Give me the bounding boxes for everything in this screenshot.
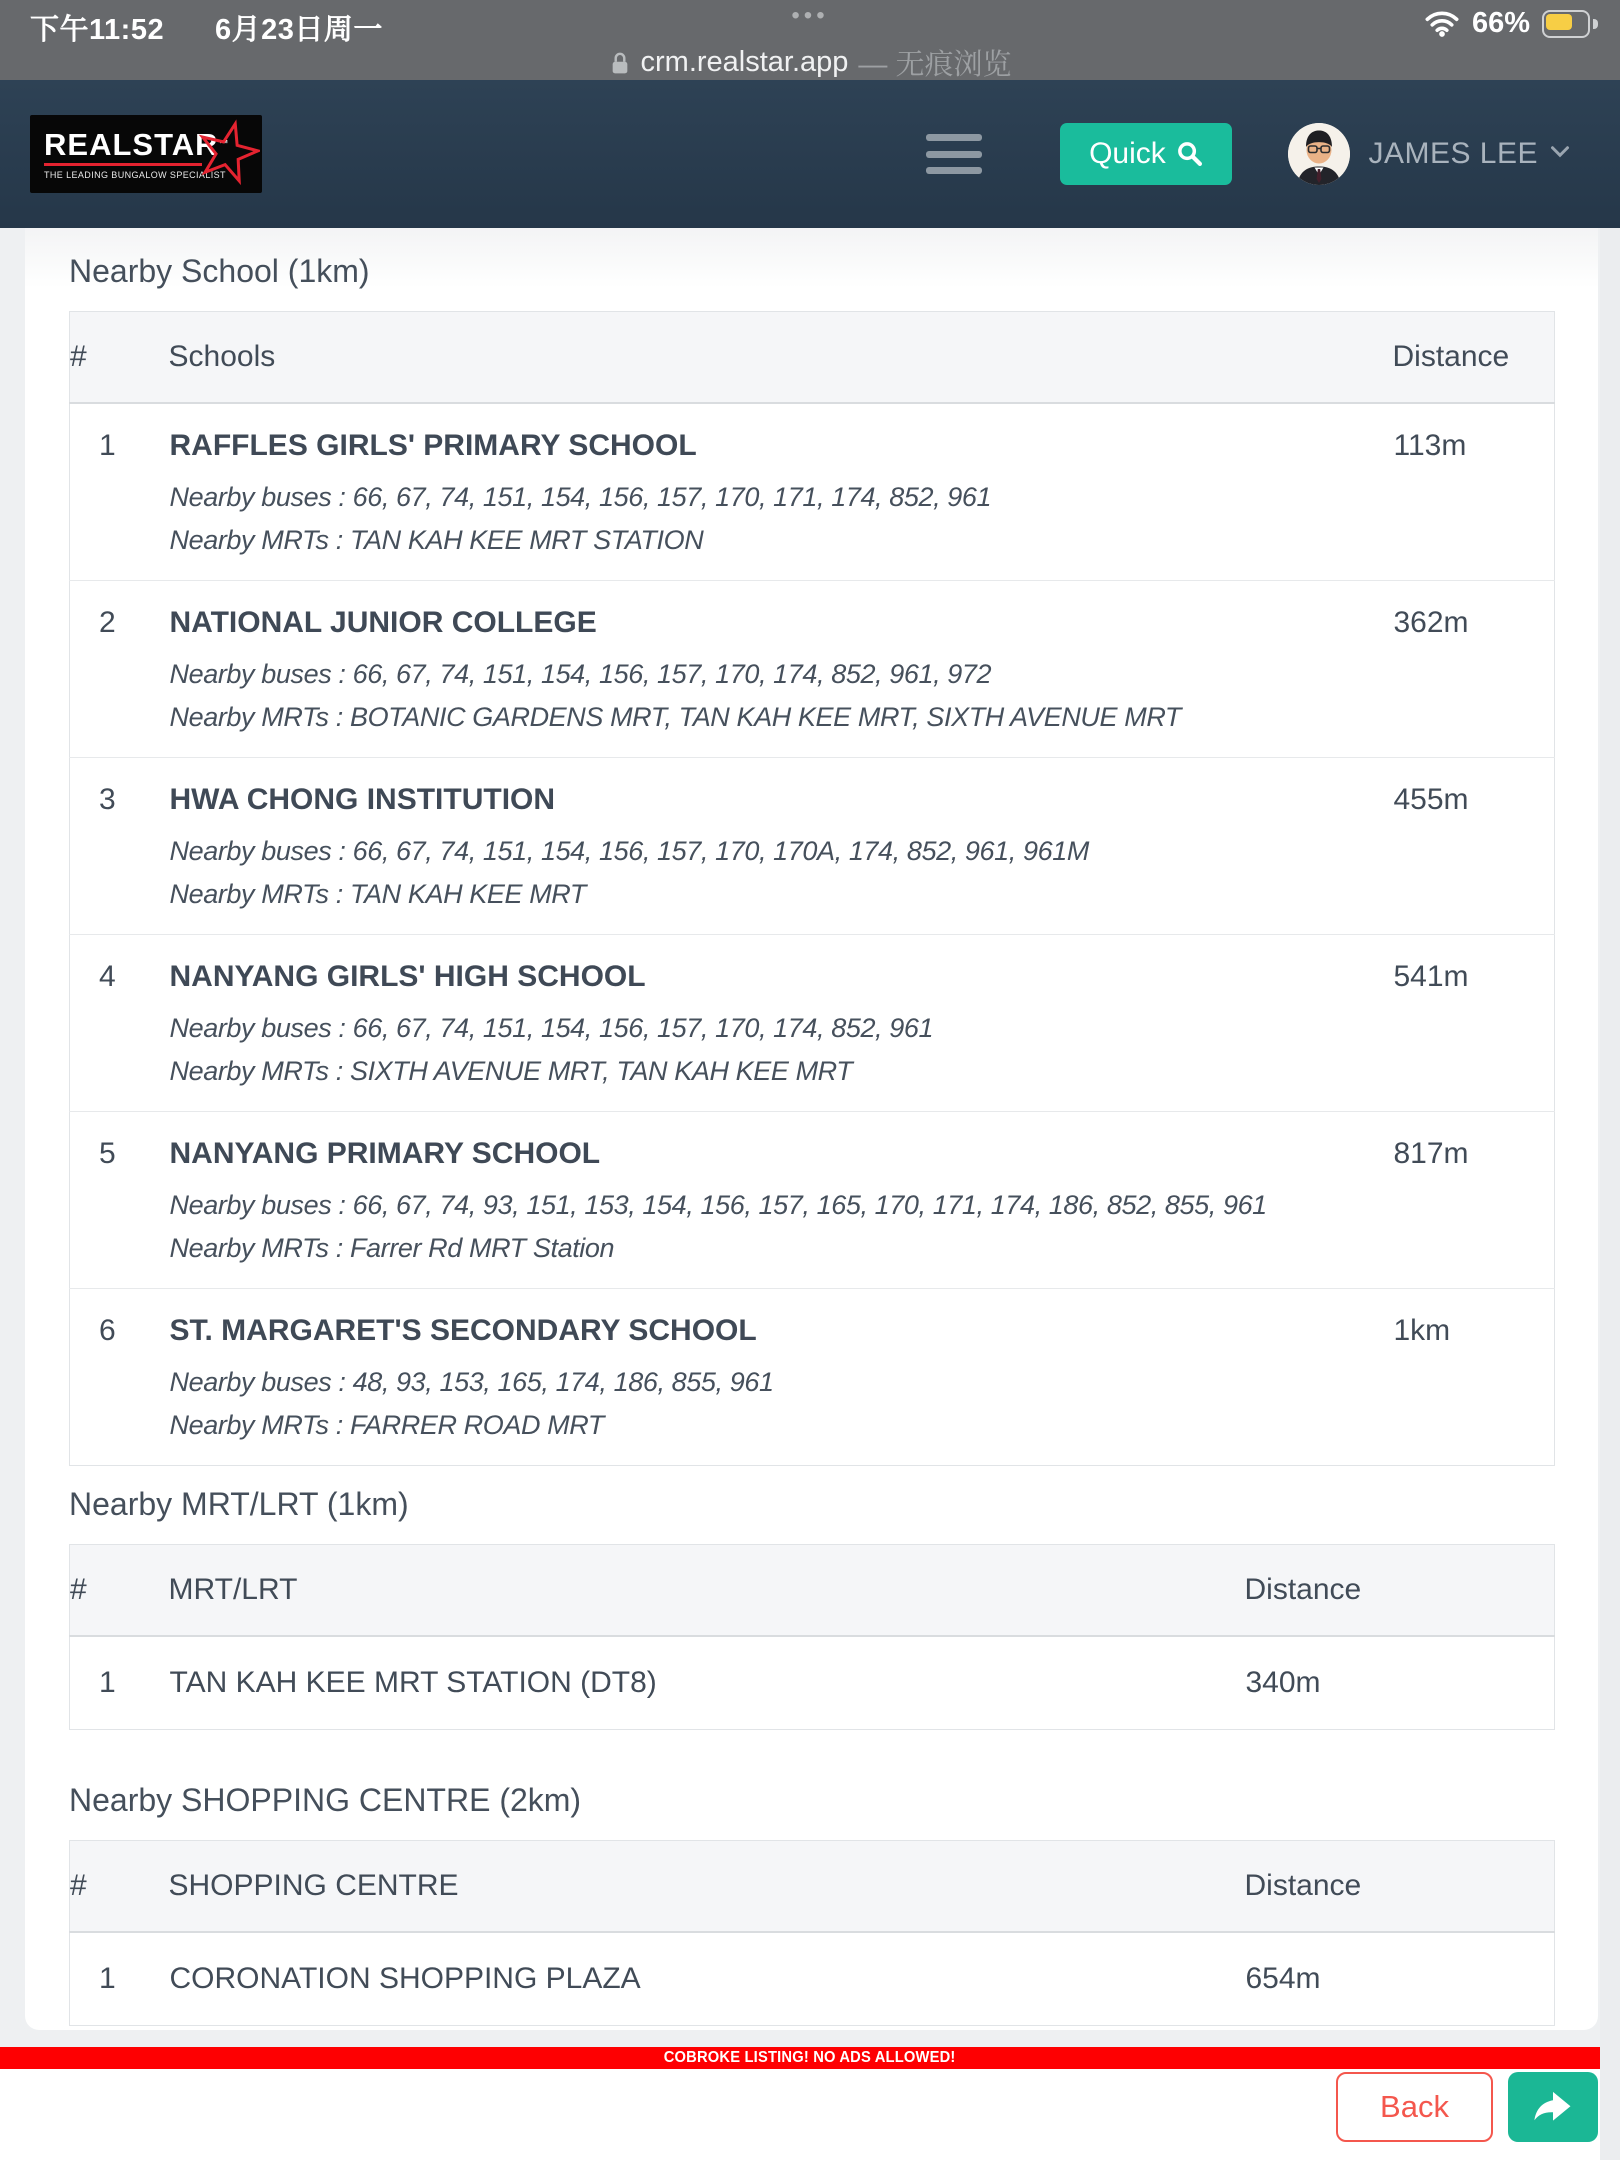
col-header-distance: Distance: [1245, 1545, 1555, 1637]
school-name: NATIONAL JUNIOR COLLEGE: [169, 606, 597, 639]
schools-header-row: [70, 312, 1555, 404]
table-row: [70, 403, 1555, 581]
hamburger-icon[interactable]: [926, 134, 982, 174]
col-header-distance: Distance: [1393, 312, 1555, 404]
school-buses: Nearby buses : 66, 67, 74, 93, 151, 153, 154, 156, 157, 165, 170, 171, 174, 186, 852, 855, 961: [169, 1190, 1267, 1220]
col-header-schools: Schools: [169, 312, 1393, 404]
logo-brand-text: REALSTAR™: [44, 127, 230, 162]
school-name: RAFFLES GIRLS' PRIMARY SCHOOL: [169, 429, 697, 462]
logo-tagline: THE LEADING BUNGALOW SPECIALIST: [44, 170, 226, 180]
school-buses: Nearby buses : 66, 67, 74, 151, 154, 156, 157, 170, 170A, 174, 852, 961, 961M: [169, 836, 1089, 866]
school-mrts: Nearby MRTs : FARRER ROAD MRT: [169, 1410, 604, 1440]
status-time: 下午11:52: [30, 14, 165, 46]
main-content-card: [25, 228, 1598, 2030]
school-mrts: Nearby MRTs : SIXTH AVENUE MRT, TAN KAH KEE MRT: [169, 1056, 853, 1086]
share-button[interactable]: [1508, 2072, 1598, 2142]
col-header-num: #: [70, 312, 169, 404]
table-row: [70, 935, 1555, 1112]
school-buses: Nearby buses : 66, 67, 74, 151, 154, 156, 157, 170, 174, 852, 961, 972: [169, 659, 992, 689]
battery-percent: 66%: [1471, 7, 1530, 39]
school-name: HWA CHONG INSTITUTION: [169, 783, 556, 816]
school-distance: 455m: [1393, 783, 1469, 816]
table-row: [70, 1289, 1555, 1466]
quick-search-button[interactable]: [1060, 123, 1232, 185]
col-header-num: #: [70, 1841, 169, 1933]
lock-icon: [609, 50, 631, 76]
user-avatar[interactable]: [1288, 123, 1350, 185]
shopping-centre-name: CORONATION SHOPPING PLAZA: [169, 1962, 641, 1995]
table-row: [70, 1112, 1555, 1289]
mrt-header-row: [70, 1545, 1555, 1637]
school-mrts: Nearby MRTs : Farrer Rd MRT Station: [169, 1233, 615, 1263]
col-header-mrt: MRT/LRT: [169, 1545, 1245, 1637]
school-name: NANYANG PRIMARY SCHOOL: [169, 1137, 601, 1170]
col-header-distance: Distance: [1245, 1841, 1555, 1933]
scrollbar-track[interactable]: [1600, 228, 1620, 2160]
mrt-distance: 340m: [1245, 1666, 1321, 1699]
school-mrts: Nearby MRTs : TAN KAH KEE MRT STATION: [169, 525, 704, 555]
school-distance: 817m: [1393, 1137, 1469, 1170]
row-number: 3: [99, 783, 116, 816]
footer-action-bar: [0, 2069, 1620, 2160]
search-icon: [1176, 140, 1204, 168]
shopping-header-row: [70, 1841, 1555, 1933]
back-button[interactable]: Back: [1336, 2072, 1493, 2142]
ios-status-bar: [0, 0, 1620, 80]
tab-dots-icon: •••: [791, 2, 829, 29]
school-buses: Nearby buses : 66, 67, 74, 151, 154, 156, 157, 170, 171, 174, 852, 961: [169, 482, 992, 512]
mrt-table: [69, 1544, 1555, 1730]
school-distance: 541m: [1393, 960, 1469, 993]
browser-url-bar[interactable]: [609, 42, 1012, 83]
school-distance: 1km: [1393, 1314, 1451, 1347]
url-text: crm.realstar.app: [640, 46, 849, 78]
mrt-section-heading: Nearby MRT/LRT (1km): [69, 1486, 409, 1522]
table-row: [70, 1636, 1555, 1730]
school-buses: Nearby buses : 66, 67, 74, 151, 154, 156, 157, 170, 174, 852, 961: [169, 1013, 934, 1043]
share-forward-icon: [1531, 2087, 1575, 2127]
school-distance: 113m: [1393, 429, 1467, 462]
chevron-down-icon: [1550, 145, 1570, 163]
app-navbar: [0, 80, 1620, 228]
logo-red-rule: [44, 163, 202, 166]
row-number: 1: [99, 1666, 116, 1699]
row-number: 1: [99, 429, 116, 462]
school-buses: Nearby buses : 48, 93, 153, 165, 174, 186, 855, 961: [169, 1367, 774, 1397]
school-mrts: Nearby MRTs : BOTANIC GARDENS MRT, TAN KAH KEE MRT, SIXTH AVENUE MRT: [169, 702, 1182, 732]
row-number: 1: [99, 1962, 116, 1995]
mrt-name: TAN KAH KEE MRT STATION (DT8): [169, 1666, 657, 1699]
shopping-table: [69, 1840, 1555, 2026]
quick-button-label: Quick: [1089, 137, 1166, 170]
battery-icon: [1542, 10, 1598, 38]
wifi-icon: [1424, 10, 1460, 37]
realstar-logo[interactable]: [30, 115, 262, 193]
school-name: ST. MARGARET'S SECONDARY SCHOOL: [169, 1314, 757, 1347]
row-number: 2: [99, 606, 116, 639]
table-row: [70, 758, 1555, 935]
schools-table: [69, 311, 1555, 1466]
school-distance: 362m: [1393, 606, 1469, 639]
table-row: [70, 1932, 1555, 2026]
col-header-shopping: SHOPPING CENTRE: [169, 1841, 1245, 1933]
school-name: NANYANG GIRLS' HIGH SCHOOL: [169, 960, 646, 993]
row-number: 6: [99, 1314, 116, 1347]
schools-section-heading: Nearby School (1km): [69, 253, 370, 289]
shopping-section-heading: Nearby SHOPPING CENTRE (2km): [69, 1782, 582, 1818]
cobroke-banner-text: COBROKE LISTING! NO ADS ALLOWED!: [664, 2049, 956, 2066]
star-logo-icon: [196, 115, 260, 193]
table-row: [70, 581, 1555, 758]
row-number: 5: [99, 1137, 116, 1170]
cobroke-warning-banner: [0, 2047, 1620, 2069]
row-number: 4: [99, 960, 116, 993]
school-mrts: Nearby MRTs : TAN KAH KEE MRT: [169, 879, 586, 909]
private-browsing-label: — 无痕浏览: [858, 49, 1012, 81]
shopping-distance: 654m: [1245, 1962, 1321, 1995]
col-header-num: #: [70, 1545, 169, 1637]
status-date: 6月23日周一: [215, 14, 383, 46]
user-menu[interactable]: JAMES LEE: [1368, 137, 1538, 170]
